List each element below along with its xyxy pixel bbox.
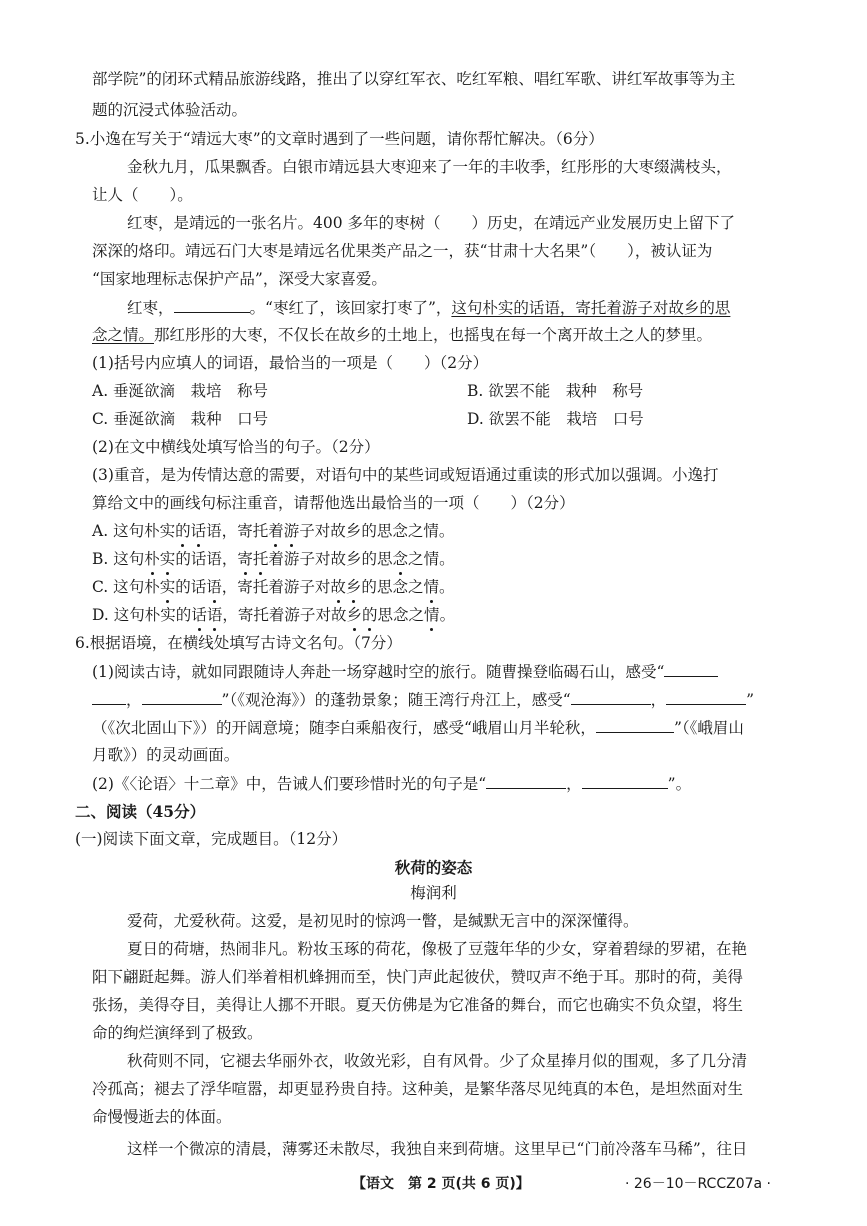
text-line xyxy=(92,690,754,710)
text-line: 夏日的荷塘，热闹非凡。粉妆玉琢的荷花，像极了豆蔻年华的少女，穿着碧绿的罗裙，在艳 xyxy=(127,940,748,958)
answer-blank[interactable] xyxy=(596,718,674,733)
text-line: 让人（ ）。 xyxy=(92,186,193,204)
sentence-char: 对 xyxy=(315,606,331,624)
text-span: ”。 xyxy=(667,775,692,793)
sub-question-3: (3)重音，是为传情达意的需要，对语句中的某些词或短语通过重读的形式加以强调。小逸打 xyxy=(92,466,719,484)
stress-option-c xyxy=(92,578,455,597)
sentence-char: 寄 xyxy=(237,606,254,624)
text-line: 题的沉浸式体验活动。 xyxy=(92,101,248,119)
answer-blank[interactable] xyxy=(486,774,566,789)
sentence-char: 托 xyxy=(252,578,269,596)
sentence-char: 。 xyxy=(439,606,456,624)
text-line xyxy=(92,718,744,738)
sentence-char: 话 xyxy=(190,578,207,596)
sentence-char: 故 xyxy=(330,550,346,568)
text-line: 深深的烙印。靖远石门大枣是靖远名优果类产品之一，获“甘肃十大名果”（ ），被认证为 xyxy=(92,242,713,260)
answer-blank[interactable] xyxy=(92,690,126,705)
text-span: ， xyxy=(126,691,142,709)
option-b: B. 欲罢不能 栽种 称号 xyxy=(467,382,644,400)
underlined-sentence: 念之情。 xyxy=(92,326,155,344)
sub-question-1: (1)括号内应填人的词语，最恰当的一项是（ ）（2分） xyxy=(92,354,489,372)
sentence-char: 的 xyxy=(175,578,191,596)
text-line: 张扬，美得夺目，美得让人挪不开眼。夏天仿佛是为它准备的舞台，而它也确实不负众望，将生 xyxy=(92,996,744,1014)
sentence-char: 语 xyxy=(206,550,222,568)
sub-question-2: (2)在文中横线处填写恰当的句子。（2分） xyxy=(92,438,380,456)
sentence-char: ， xyxy=(221,550,238,568)
sentence-char: 寄 xyxy=(237,522,253,540)
sentence-char: 子 xyxy=(299,522,315,540)
sentence-char: 这 xyxy=(113,550,129,568)
text-line: 部学院”的闭环式精品旅游线路，推出了以穿红军衣、吃红军粮、唱红军歌、讲红军故事等为主 xyxy=(92,70,736,88)
sentence-char: 话 xyxy=(190,550,207,568)
text-line: 命慢慢逝去的体面。 xyxy=(92,1108,232,1126)
sentence-char: ， xyxy=(221,578,238,596)
sentence-char: 游 xyxy=(283,550,300,568)
stressed-char: 情 xyxy=(423,578,439,596)
answer-blank[interactable] xyxy=(664,662,718,677)
text-span: 那红彤彤的大枣，不仅长在故乡的土地上，也摇曳在每一个离开故土之人的梦里。 xyxy=(154,326,713,344)
stressed-char: 实 xyxy=(159,578,176,596)
sentence-char: 朴 xyxy=(144,606,161,624)
stress-option-a xyxy=(92,522,454,541)
text-line xyxy=(92,774,691,794)
answer-blank[interactable] xyxy=(582,774,668,789)
sentence-char: 的 xyxy=(361,522,377,540)
sentence-char: 。 xyxy=(439,550,455,568)
sentence-char: 子 xyxy=(299,578,315,596)
sentence-char: 的 xyxy=(175,550,191,568)
sentence-char: 句 xyxy=(128,522,145,540)
sentence-char: 朴 xyxy=(144,578,160,596)
section-heading: 二、阅读（45分） xyxy=(75,802,206,821)
sentence-char: 这 xyxy=(113,578,129,596)
text-line: 红枣，是靖远的一张名片。400 多年的枣树（ ）历史，在靖远产业发展历史上留下了 xyxy=(127,214,736,232)
text-span: ， xyxy=(566,775,582,793)
text-span: ”（《观沧海》）的蓬勃景象；随王湾行舟江上，感受“ xyxy=(221,691,571,709)
sentence-char: ， xyxy=(221,522,238,540)
sentence-char: 之 xyxy=(408,550,424,568)
text-span: 红枣， xyxy=(127,299,174,317)
sentence-char: 之 xyxy=(408,606,425,624)
sentence-char: 情 xyxy=(423,522,439,540)
option-letter: B. xyxy=(92,550,114,568)
option-a: A. 垂涎欲滴 栽培 称号 xyxy=(92,382,269,400)
sentence-char: 思 xyxy=(376,578,393,596)
sentence-char: 情 xyxy=(423,550,440,568)
question-6-stem: 6.根据语境，在横线处填写古诗文名句。（7分） xyxy=(75,634,402,652)
answer-blank[interactable] xyxy=(142,690,222,705)
text-span: (1)阅读古诗，就如同跟随诗人奔赴一场穿越时空的旅行。随曹操登临碣石山，感受“ xyxy=(92,663,665,681)
sentence-char: 之 xyxy=(407,578,424,596)
stressed-char: 话 xyxy=(190,522,207,540)
sentence-char: 对 xyxy=(314,578,331,596)
sentence-char: 思 xyxy=(377,606,394,624)
stressed-char: 实 xyxy=(159,550,176,568)
option-letter: D. xyxy=(92,606,114,624)
text-line: 冷孤高；褪去了浮华喧嚣，却更显矜贵自持。这种美，是繁华落尽见纯真的本色，是坦然面对生 xyxy=(92,1080,744,1098)
article-title: 秋荷的姿态 xyxy=(394,858,473,877)
stressed-char: 托 xyxy=(252,550,269,568)
answer-blank[interactable] xyxy=(571,690,651,705)
stressed-char: 故 xyxy=(330,578,346,596)
option-letter: C. xyxy=(92,578,114,596)
stress-option-b xyxy=(92,550,455,569)
sentence-char: 思 xyxy=(376,522,393,540)
sentence-char: 这 xyxy=(113,522,129,540)
option-c: C. 垂涎欲滴 栽种 口号 xyxy=(92,410,269,428)
stress-option-d xyxy=(92,606,455,625)
sentence-char: 念 xyxy=(393,606,409,624)
sentence-char: 句 xyxy=(128,550,145,568)
stressed-char: 游 xyxy=(283,522,300,540)
option-letter: A. xyxy=(92,522,114,540)
stressed-char: 情 xyxy=(424,606,440,624)
answer-blank[interactable] xyxy=(666,690,746,705)
text-span: ， xyxy=(650,691,667,709)
stressed-char: 乡 xyxy=(345,578,362,596)
text-line: 阳下翩跹起舞。游人们举着相机蜂拥而至，快门声此起彼伏，赞叹声不绝于耳。那时的荷，美得 xyxy=(92,968,744,986)
sentence-char: 寄 xyxy=(237,578,253,596)
section-subheading: (一)阅读下面文章，完成题目。（12分） xyxy=(75,830,348,848)
answer-blank[interactable] xyxy=(174,298,250,313)
stressed-char: 寄 xyxy=(237,550,253,568)
question-5-stem: 5.小逸在写关于“靖远大枣”的文章时遇到了一些问题，请你帮忙解决。（6分） xyxy=(75,130,604,148)
sentence-char: 托 xyxy=(253,606,269,624)
stressed-char: 话 xyxy=(191,606,207,624)
text-line xyxy=(92,662,718,682)
sentence-char: 故 xyxy=(330,522,346,540)
sentence-char: 着 xyxy=(268,606,285,624)
sentence-char: 句 xyxy=(129,606,145,624)
sentence-char: 着 xyxy=(268,578,284,596)
text-line: 金秋九月，瓜果飘香。白银市靖远县大枣迎来了一年的丰收季，红彤彤的大枣缀满枝头， xyxy=(127,158,732,176)
page-footer: 【语文 第 2 页(共 6 页)】 xyxy=(352,1176,530,1192)
stressed-char: 念 xyxy=(392,550,409,568)
text-span: ”（《峨眉山 xyxy=(673,719,744,737)
text-line: “国家地理标志保护产品”，深受大家喜爱。 xyxy=(92,270,387,288)
sentence-char: 子 xyxy=(299,606,316,624)
sentence-char: 的 xyxy=(175,606,192,624)
sentence-char: 的 xyxy=(361,550,378,568)
text-line: 算给文中的画线句标注重音，请帮他选出最恰当的一项（ ）（2分） xyxy=(92,494,575,512)
stressed-char: 着 xyxy=(268,522,284,540)
stressed-char: 语 xyxy=(206,578,222,596)
sentence-char: 对 xyxy=(314,550,331,568)
stressed-char: 语 xyxy=(206,606,223,624)
sentence-char: 故 xyxy=(330,606,347,624)
sentence-char: 游 xyxy=(283,578,300,596)
sentence-char: 念 xyxy=(392,578,408,596)
sentence-char: 的 xyxy=(361,578,377,596)
text-span: （《次北固山下》）的开阔意境；随李白乘船夜行，感受“峨眉山月半轮秋， xyxy=(92,719,596,737)
text-span: 。“枣红了，该回家打枣了”， xyxy=(249,299,452,317)
sentence-char: 实 xyxy=(160,606,176,624)
sentence-char: 句 xyxy=(128,578,145,596)
text-line: 命的绚烂演绎到了极致。 xyxy=(92,1024,263,1042)
stressed-char: 乡 xyxy=(346,606,362,624)
sentence-char: 游 xyxy=(284,606,300,624)
sentence-char: 念 xyxy=(392,522,408,540)
sentence-char: ， xyxy=(222,606,238,624)
text-span: ” xyxy=(746,691,755,709)
underlined-sentence: 这句朴实的话语，寄托着游子对故乡的思 xyxy=(451,299,731,317)
sentence-char: 。 xyxy=(439,578,455,596)
sentence-char: 乡 xyxy=(345,550,362,568)
text-line: 月歌》）的灵动画面。 xyxy=(92,746,240,764)
sentence-char: 朴 xyxy=(144,522,160,540)
text-line: 这样一个微凉的清晨，薄雾还未散尽，我独自来到荷塘。这里早已“门前冷落车马稀”，往日 xyxy=(127,1140,748,1158)
sentence-char: 。 xyxy=(438,522,455,540)
sentence-char: 乡 xyxy=(345,522,362,540)
sentence-char: 这 xyxy=(113,606,130,624)
sentence-char: 语 xyxy=(206,522,222,540)
sentence-char: 子 xyxy=(299,550,315,568)
sentence-char: 对 xyxy=(314,522,331,540)
sentence-char: 之 xyxy=(407,522,424,540)
sentence-char: 实 xyxy=(159,522,176,540)
text-line: 秋荷则不同，它褪去华丽外衣，收敛光彩，自有风骨。少了众星捧月似的围观，多了几分清 xyxy=(127,1052,748,1070)
exam-code: · 26－10－RCCZ07a · xyxy=(625,1176,771,1192)
text-span: (2)《〈论语〉十二章》中，告诫人们要珍惜时光的句子是“ xyxy=(92,775,487,793)
option-d: D. 欲罢不能 栽培 口号 xyxy=(467,410,644,428)
article-author: 梅润利 xyxy=(410,884,457,902)
sentence-char: 着 xyxy=(268,550,284,568)
sentence-char: 思 xyxy=(377,550,393,568)
stressed-char: 朴 xyxy=(144,550,160,568)
text-line xyxy=(92,326,712,345)
text-line: 爱荷，尤爱秋荷。这爱，是初见时的惊鸿一瞥，是缄默无言中的深深懂得。 xyxy=(127,912,639,930)
stressed-char: 的 xyxy=(175,522,191,540)
stressed-char: 的 xyxy=(361,606,378,624)
sentence-char: 托 xyxy=(252,522,269,540)
text-line xyxy=(127,298,730,318)
